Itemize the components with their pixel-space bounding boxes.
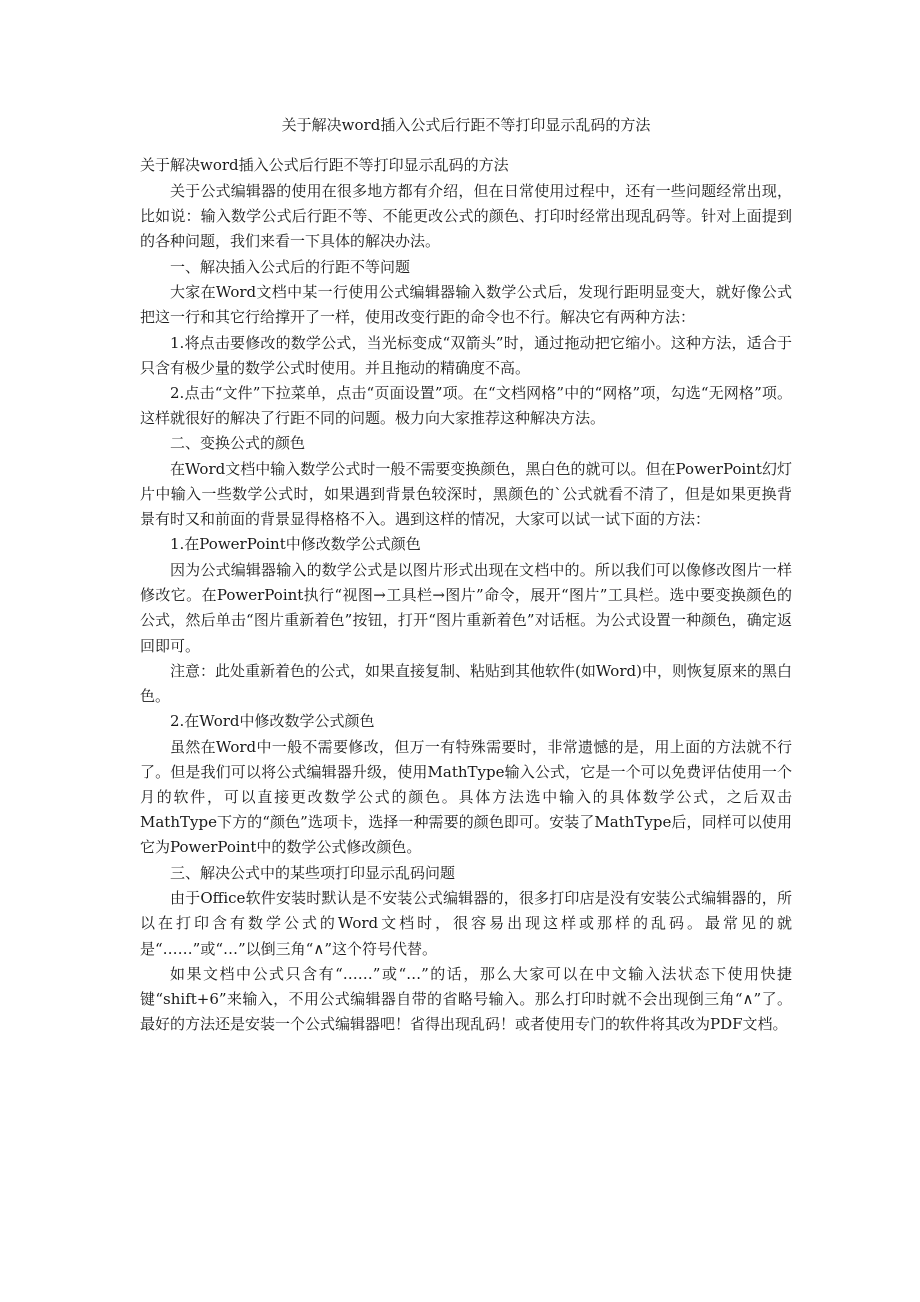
paragraph-line-spacing-problem: 大家在Word文档中某一行使用公式编辑器输入数学公式后，发现行距明显变大，就好像公式把这一行和其它行给撑开了一样，使用改变行距的命令也不行。解决它有两种方法： <box>140 283 792 327</box>
document-subtitle: 关于解决word插入公式后行距不等打印显示乱码的方法 <box>140 156 509 174</box>
paragraph-print-garbled: 由于Office软件安装时默认是不安装公式编辑器的，很多打印店是没有安装公式编辑器的，所以在打印含有数学公式的Word文档时，很容易出现这样或那样的乱码。最常见的就是“……”或“…”以倒三角“∧”这个符号代替。 <box>140 889 792 958</box>
paragraph-word-color: 虽然在Word中一般不需要修改，但万一有特殊需要时，非常遗憾的是，用上面的方法就不行了。但是我们可以将公式编辑器升级，使用MathType输入公式，它是一个可以免费评估使用一个月的软件，可以直接更改数学公式的颜色。具体方法选中输入的具体数学公式，之后双击MathType下方的“颜色”选项卡，选择一种需要的颜色即可。安装了MathType后，同样可以使用它为PowerPoint中的数学公式修改颜色。 <box>140 737 792 857</box>
paragraph-color-intro: 在Word文档中输入数学公式时一般不需要变换颜色，黑白色的就可以。但在PowerPoint幻灯片中输入一些数学公式时，如果遇到背景色较深时，黑颜色的`公式就看不清了，但是如果更换背景有时又和前面的背景显得格格不入。遇到这样的情况，大家可以试一试下面的方法： <box>140 459 792 529</box>
paragraph-solution: 如果文档中公式只含有“……”或“…”的话，那么大家可以在中文输入法状态下使用快捷键“shift+6”来输入，不用公式编辑器自带的省略号输入。那么打印时就不会出现倒三角“∧”了。最好的方法还是安装一个公式编辑器吧！省得出现乱码！或者使用专门的软件将其改为PDF文档。 <box>140 964 792 1034</box>
paragraph-method-2: 2.点击“文件”下拉菜单，点击“页面设置”项。在“文档网格”中的“网格”项，勾选“无网格”项。这样就很好的解决了行距不同的问题。极力向大家推荐这种解决方法。 <box>140 383 792 428</box>
document-page <box>140 112 792 1037</box>
intro-paragraph: 关于公式编辑器的使用在很多地方都有介绍，但在日常使用过程中，还有一些问题经常出现，比如说：输入数学公式后行距不等、不能更改公式的颜色、打印时经常出现乱码等。针对上面提到的各种问题，我们来看一下具体的解决办法。 <box>140 182 792 251</box>
paragraph-note: 注意：此处重新着色的公式，如果直接复制、粘贴到其他软件(如Word)中，则恢复原来的黑白色。 <box>140 661 792 705</box>
paragraph-powerpoint-color: 因为公式编辑器输入的数学公式是以图片形式出现在文档中的。所以我们可以像修改图片一样修改它。在PowerPoint执行“视图→工具栏→图片”命令，展开“图片”工具栏。选中要变换颜色的公式，然后单击“图片重新着色”按钮，打开“图片重新着色”对话框。为公式设置一种颜色，确定返回即可。 <box>140 560 792 655</box>
section-heading-formula-color: 二、变换公式的颜色 <box>170 434 306 453</box>
document-title: 关于解决word插入公式后行距不等打印显示乱码的方法 <box>281 116 651 134</box>
subheading-word-color: 2.在Word中修改数学公式颜色 <box>170 712 375 731</box>
section-heading-print-garbled: 三、解决公式中的某些项打印显示乱码问题 <box>170 863 456 882</box>
subheading-powerpoint-color: 1.在PowerPoint中修改数学公式颜色 <box>170 535 421 554</box>
section-heading-line-spacing: 一、解决插入公式后的行距不等问题 <box>170 257 411 276</box>
paragraph-method-1: 1.将点击要修改的数学公式，当光标变成“双箭头”时，通过拖动把它缩小。这种方法，适合于只含有极少量的数学公式时使用。并且拖动的精确度不高。 <box>140 333 792 377</box>
